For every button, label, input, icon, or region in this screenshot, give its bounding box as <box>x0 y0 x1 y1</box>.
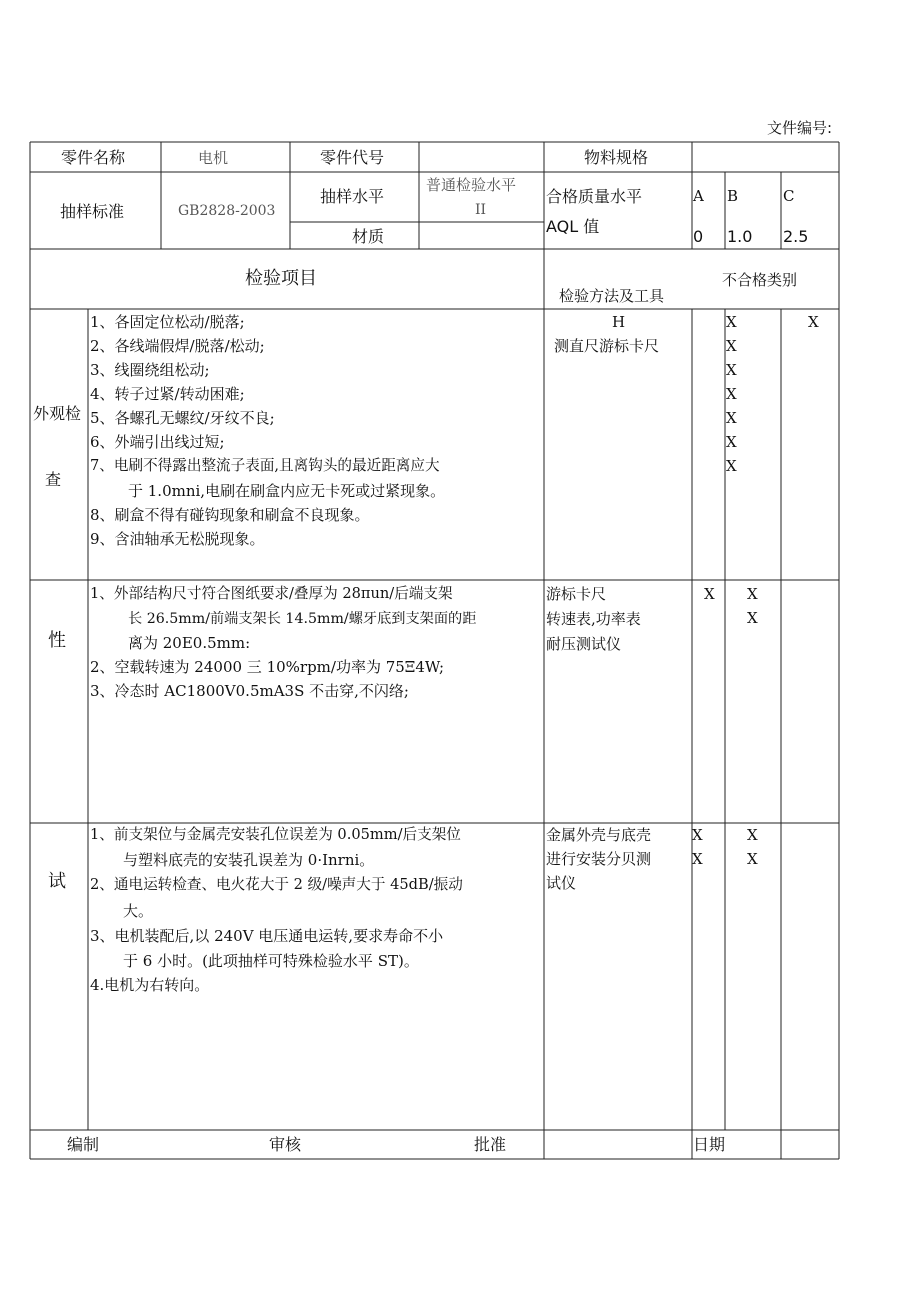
list-item: 3、线圈绕组松动; <box>90 361 210 379</box>
defect-mark: X <box>726 409 737 427</box>
part-code-label: 零件代号 <box>320 148 385 167</box>
list-item: 2、空载转速为 24000 三 10%rpm/功率为 75Ξ4W; <box>90 658 445 676</box>
defect-mark: X <box>692 850 703 868</box>
defect-class-header: 不合格类别 <box>722 271 798 289</box>
class-c-label: C <box>783 187 795 205</box>
defect-mark: X <box>692 826 703 844</box>
list-item: 7、电刷不得露出整流子表面,且离钩头的最近距离应大 <box>90 457 440 474</box>
performance-method: 转速表,功率表 <box>546 610 641 628</box>
performance-section-label: 性 <box>48 630 66 651</box>
sampling-level-label: 抽样水平 <box>320 187 385 206</box>
defect-mark: X <box>726 337 737 355</box>
sampling-level-value-2: II <box>475 202 487 218</box>
defect-mark: X <box>747 609 758 627</box>
appearance-method: H <box>612 313 626 331</box>
list-item: 于 1.0mni,电刷在刷盒内应无卡死或过紧现象。 <box>128 482 446 500</box>
class-b-label: B <box>727 187 739 205</box>
list-item: 3、电机装配后,以 240V 电压通电运转,要求寿命不小 <box>90 927 444 945</box>
appearance-section-label: 外观检 <box>33 404 82 423</box>
aql-a-value: 0 <box>693 227 704 246</box>
reviewed-by-label: 审核 <box>269 1135 302 1154</box>
part-name-value: 电机 <box>198 149 229 167</box>
sampling-standard-value: GB2828-2003 <box>178 203 276 219</box>
test-method: 金属外壳与底壳 <box>546 826 652 844</box>
aql-value-label: AQL 值 <box>546 217 600 236</box>
appearance-method-tools: 测直尺游标卡尺 <box>554 337 660 355</box>
defect-mark: X <box>726 361 737 379</box>
list-item: 3、冷态时 AC1800V0.5mA3S 不击穿,不闪络; <box>90 682 409 700</box>
sampling-standard-label: 抽样标准 <box>60 202 125 221</box>
list-item: 2、通电运转检查、电火花大于 2 级/噪声大于 45dB/振动 <box>90 876 463 893</box>
performance-method: 游标卡尺 <box>546 585 607 603</box>
list-item: 离为 20E0.5mm: <box>128 634 251 652</box>
list-item: 与塑料底壳的安装孔误差为 0·Inrni。 <box>123 851 375 869</box>
test-method: 试仪 <box>546 874 577 892</box>
list-item: 1、外部结构尺寸符合图纸要求/叠厚为 28πun/后端支架 <box>90 585 453 602</box>
inspection-method-header: 检验方法及工具 <box>559 287 665 305</box>
list-item: 4.电机为右转向。 <box>90 976 210 994</box>
list-item: 2、各线端假焊/脱落/松动; <box>90 337 265 355</box>
material-spec-label: 物料规格 <box>584 148 649 167</box>
list-item: 于 6 小时。(此项抽样可特殊检验水平 ST)。 <box>123 952 419 970</box>
defect-mark: X <box>808 313 819 331</box>
list-item: 9、含油轴承无松脱现象。 <box>90 530 265 548</box>
part-name-label: 零件名称 <box>61 148 126 167</box>
defect-mark: X <box>747 850 758 868</box>
list-item: 1、前支架位与金属壳安装孔位误差为 0.05mm/后支架位 <box>90 826 461 843</box>
approved-by-label: 批准 <box>474 1135 507 1154</box>
date-label: 日期 <box>693 1135 726 1154</box>
list-item: 长 26.5mm/前端支架长 14.5mm/螺牙底到支架面的距 <box>128 611 477 627</box>
list-item: 8、刷盒不得有碰钩现象和刷盒不良现象。 <box>90 506 370 524</box>
defect-mark: X <box>726 313 737 331</box>
aql-label: 合格质量水平 <box>546 187 643 206</box>
defect-mark: X <box>747 826 758 844</box>
aql-b-value: 1.0 <box>727 227 753 246</box>
list-item: 大。 <box>123 902 154 920</box>
material-label: 材质 <box>352 227 385 246</box>
prepared-by-label: 编制 <box>67 1135 100 1154</box>
defect-mark: X <box>726 385 737 403</box>
test-method: 进行安装分贝测 <box>546 850 652 868</box>
list-item: 1、各固定位松动/脱落; <box>90 313 245 331</box>
list-item: 4、转子过紧/转动困难; <box>90 385 245 403</box>
performance-method: 耐压测试仪 <box>546 635 622 653</box>
inspection-items-header: 检验项目 <box>245 268 317 289</box>
defect-mark: X <box>726 457 737 475</box>
document-number-label: 文件编号: <box>767 119 833 137</box>
defect-mark: X <box>726 433 737 451</box>
sampling-level-value: 普通检验水平 <box>426 176 517 194</box>
test-section-label: 试 <box>48 871 66 892</box>
class-a-label: A <box>693 187 704 205</box>
list-item: 5、各螺孔无螺纹/牙纹不良; <box>90 409 275 427</box>
appearance-section-label-2: 查 <box>45 470 62 489</box>
defect-mark: X <box>747 585 758 603</box>
list-item: 6、外端引出线过短; <box>90 433 225 451</box>
aql-c-value: 2.5 <box>783 227 809 246</box>
defect-mark: X <box>704 585 715 603</box>
